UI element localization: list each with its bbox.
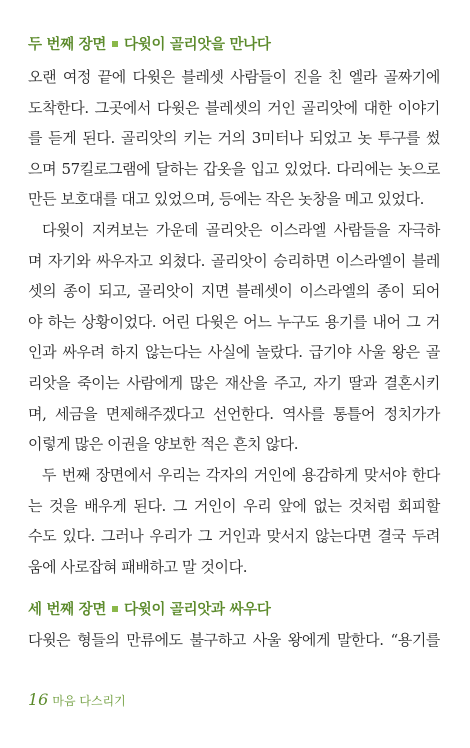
text-line: 야 하는 상황이었다. 어린 다윗은 어느 누구도 용기를 내어 그 거 (28, 312, 440, 331)
text-line: 셋의 종이 되고, 골리앗이 지면 블레셋이 이스라엘의 종이 되어 (28, 282, 440, 301)
text-line: 이렇게 많은 이권을 양보한 적은 흔치 않다. (28, 435, 299, 454)
text-line: 수도 있다. 그러나 우리가 그 거인과 맞서지 않는다면 결국 두려 (28, 527, 440, 546)
text-line: 만든 보호대를 대고 있었으며, 등에는 작은 놋창을 메고 있었다. (28, 190, 424, 209)
paragraph-3 (28, 460, 440, 582)
square-bullet-icon (112, 41, 118, 47)
text-line: 며 자기와 싸우자고 외쳤다. 골리앗이 승리하면 이스라엘이 블레 (28, 251, 440, 270)
scene-label: 두 번째 장면 (28, 37, 107, 53)
text-line: 며, 세금을 면제해주겠다고 선언한다. 역사를 통틀어 정치가가 (28, 404, 440, 423)
square-bullet-icon (112, 606, 118, 612)
paragraph-2 (28, 215, 440, 460)
text-line: 으며 57킬로그램에 달하는 갑옷을 입고 있었다. 다리에는 놋으로 (28, 159, 440, 178)
text-line: 인과 싸우려 하지 않는다는 사실에 놀랐다. 급기야 사울 왕은 골 (28, 343, 440, 362)
text-line: 다윗은 형들의 만류에도 불구하고 사울 왕에게 말한다. “용기를 (28, 631, 440, 649)
text-line: 는 것을 배우게 된다. 그 거인이 우리 앞에 없는 것처럼 회피할 (28, 496, 440, 515)
paragraph-1 (28, 62, 440, 215)
text-line: 움에 사로잡혀 패배하고 말 것이다. (28, 557, 248, 576)
text-line: 다윗이 지켜보는 가운데 골리앗은 이스라엘 사람들을 자극하 (42, 221, 440, 239)
text-line: 를 듣게 된다. 골리앗의 키는 거의 3미터나 되었고 놋 투구를 썼 (28, 129, 440, 148)
book-title: 마음 다스리기 (52, 694, 126, 708)
scene-heading-2 (28, 33, 271, 54)
paragraph-4 (28, 625, 440, 656)
scene-label: 세 번째 장면 (28, 602, 107, 618)
scene-heading-3 (28, 598, 271, 619)
scene-title: 다윗이 골리앗과 싸우다 (124, 602, 271, 618)
page-number: 16 (28, 690, 49, 709)
scene-title: 다윗이 골리앗을 만나다 (124, 37, 271, 53)
text-line: 오랜 여정 끝에 다윗은 블레셋 사람들이 진을 친 엘라 골짜기에 (28, 68, 440, 86)
text-line: 두 번째 장면에서 우리는 각자의 거인에 용감하게 맞서야 한다 (42, 466, 440, 484)
page-footer (28, 690, 126, 709)
text-line: 도착한다. 그곳에서 다윗은 블레셋의 거인 골리앗에 대한 이야기 (28, 98, 440, 117)
text-line: 리앗을 죽이는 사람에게 많은 재산을 주고, 자기 딸과 결혼시키 (28, 373, 440, 392)
